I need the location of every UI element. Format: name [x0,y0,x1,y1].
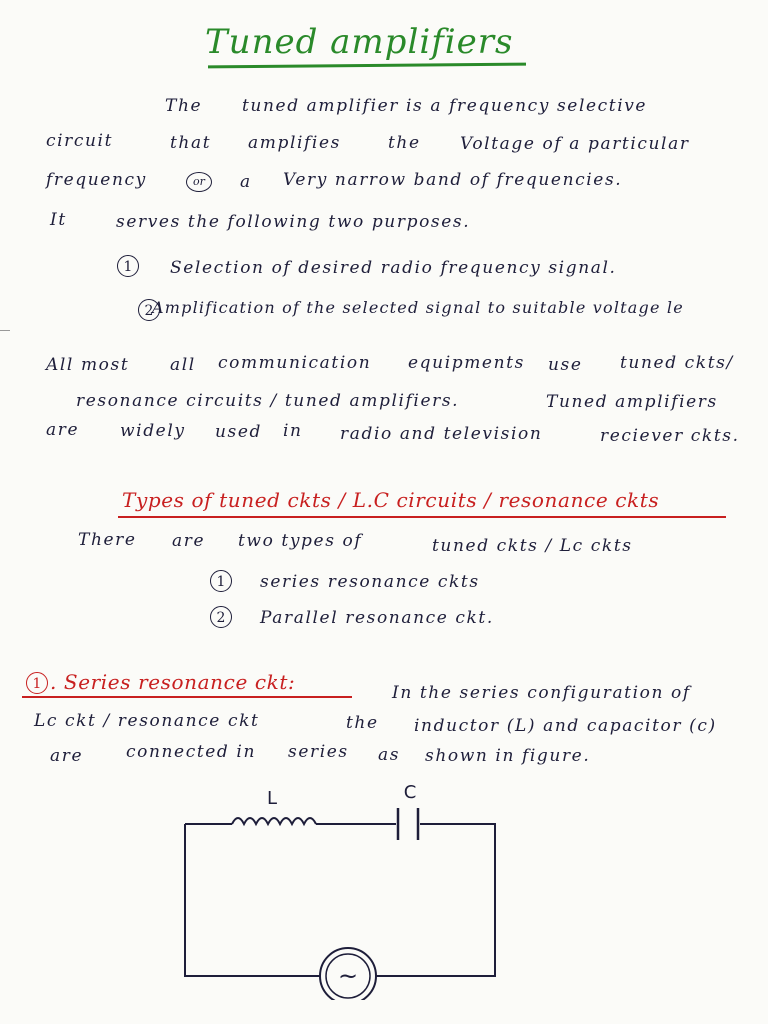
or-circle: or [186,172,212,192]
series-number: 1 [26,672,48,694]
series-word: are [50,746,84,766]
intro-word: a [240,172,252,192]
type-text: series resonance ckts [260,572,480,592]
intro-word: the [388,133,421,153]
intro-text: Very narrow band of frequencies. [283,170,623,190]
ac-source-icon [320,948,376,1000]
series-text: Lc ckt / resonance ckt [34,711,260,731]
types-text: tuned ckts / Lc ckts [432,536,633,556]
usage-word: tuned ckts/ [620,353,734,373]
wire-left [185,824,320,976]
type-number: 2 [210,606,232,628]
series-text: In the series configuration of [392,683,691,703]
series-heading: . Series resonance ckt: [50,670,296,694]
intro-text: Voltage of a particular [460,134,690,154]
capacitor-icon [398,808,418,840]
wire-right [376,824,495,976]
series-lc-circuit-diagram [170,780,510,1000]
intro-word: The [165,96,203,116]
usage-text: Tuned amplifiers [546,392,718,412]
margin-mark [0,330,10,331]
intro-word: amplifies [248,133,341,153]
intro-word: circuit [46,131,114,151]
usage-word: use [548,355,583,375]
intro-text: serves the following two purposes. [116,212,471,232]
usage-word: widely [120,421,186,441]
purpose-text: Amplification of the selected signal to suitable voltage le [152,298,684,317]
ac-source-symbol: ~ [337,962,359,990]
series-text: inductor (L) and capacitor (c) [414,716,717,736]
types-word: are [172,531,206,551]
intro-word: that [170,133,212,153]
usage-word: communication [218,353,372,373]
usage-word: are [46,420,80,440]
usage-word: used [215,422,263,442]
types-text: two types of [238,531,363,551]
usage-word: All most [46,355,130,375]
series-heading-underline [22,696,352,698]
title-underline [208,63,526,69]
series-word: the [346,713,379,733]
series-word: connected in [126,742,256,762]
usage-text: radio and television [340,424,543,444]
usage-word: in [283,421,303,441]
type-number: 1 [210,570,232,592]
capacitor-label: C [403,782,417,803]
series-word: series [288,742,349,762]
usage-text: resonance circuits / tuned amplifiers. [76,391,460,411]
types-word: There [78,530,137,550]
intro-text: tuned amplifier is a frequency selective [242,96,648,116]
types-heading-underline [118,516,726,518]
page-title: Tuned amplifiers [205,22,514,62]
intro-word: It [50,210,67,230]
type-text: Parallel resonance ckt. [260,608,494,628]
series-text: shown in figure. [425,746,591,766]
types-heading: Types of tuned ckts / L.C circuits / resonance ckts [122,488,660,512]
intro-word: frequency [46,170,147,190]
purpose-number: 2 [138,299,160,321]
series-word: as [378,745,401,765]
usage-word: all [170,355,196,375]
inductor-label: L [266,788,278,809]
usage-word: equipments [408,353,525,373]
inductor-coil-icon [232,818,316,824]
usage-text: reciever ckts. [600,426,740,446]
purpose-number: 1 [117,255,139,277]
purpose-text: Selection of desired radio frequency signal. [170,258,617,278]
